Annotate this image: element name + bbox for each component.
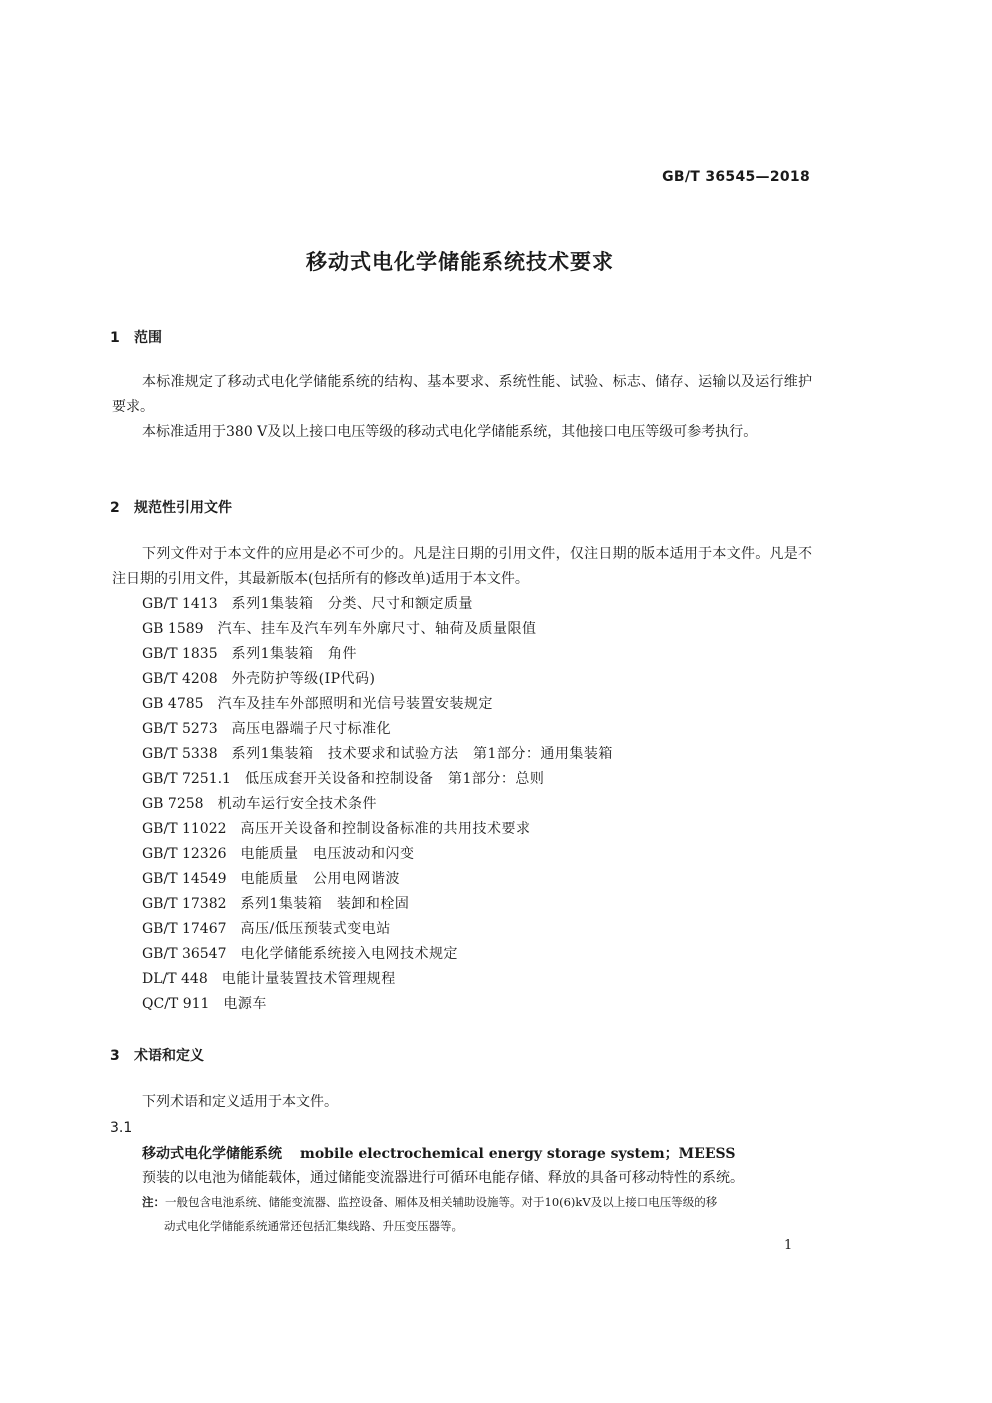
reference-name: 汽车及挂车外部照明和光信号装置安装规定 bbox=[217, 696, 494, 712]
reference-name: 系列1集装箱 技术要求和试验方法 第1部分：通用集装箱 bbox=[231, 746, 613, 762]
note-text-line-1: 一般包含电池系统、储能变流器、监控设备、厢体及相关辅助设施等。对于10(6)kV及以上接口电压等级的移 bbox=[165, 1195, 718, 1209]
reference-name: 电源车 bbox=[223, 996, 267, 1012]
list-item bbox=[142, 692, 613, 717]
scope-paragraph-1: 本标准规定了移动式电化学储能系统的结构、基本要求、系统性能、试验、标志、储存、运输以及运行维护要求。 bbox=[112, 374, 812, 415]
section-title: 范围 bbox=[134, 330, 162, 346]
reference-code: GB 7258 bbox=[142, 796, 204, 812]
reference-name: 电能质量 公用电网谐波 bbox=[240, 871, 401, 887]
reference-name: 高压/低压预装式变电站 bbox=[240, 921, 391, 937]
reference-name: 高压电器端子尺寸标准化 bbox=[231, 721, 392, 737]
reference-name: 系列1集装箱 角件 bbox=[231, 646, 358, 662]
reference-name: 电化学储能系统接入电网技术规定 bbox=[240, 946, 459, 962]
section-3-heading bbox=[110, 1045, 204, 1065]
list-item bbox=[142, 867, 613, 892]
reference-code: GB/T 1835 bbox=[142, 646, 218, 662]
note-label: 注： bbox=[142, 1195, 165, 1209]
reference-name: 系列1集装箱 分类、尺寸和额定质量 bbox=[231, 596, 474, 612]
page-number: 1 bbox=[784, 1238, 793, 1253]
list-item bbox=[142, 967, 613, 992]
term-english: mobile electrochemical energy storage system；MEESS bbox=[300, 1146, 736, 1162]
reference-code: GB/T 5338 bbox=[142, 746, 218, 762]
reference-name: 外壳防护等级(IP代码) bbox=[231, 671, 376, 687]
reference-name: 高压开关设备和控制设备标准的共用技术要求 bbox=[240, 821, 531, 837]
list-item bbox=[142, 667, 613, 692]
section-title: 规范性引用文件 bbox=[134, 500, 232, 516]
section-title: 术语和定义 bbox=[134, 1048, 204, 1064]
reference-name: 汽车、挂车及汽车列车外廓尺寸、轴荷及质量限值 bbox=[217, 621, 537, 637]
reference-code: DL/T 448 bbox=[142, 971, 208, 987]
list-item bbox=[142, 717, 613, 742]
reference-code: QC/T 911 bbox=[142, 996, 210, 1012]
reference-code: GB/T 11022 bbox=[142, 821, 227, 837]
list-item bbox=[142, 842, 613, 867]
standard-code: GB/T 36545—2018 bbox=[662, 169, 810, 185]
reference-code: GB/T 17382 bbox=[142, 896, 227, 912]
list-item bbox=[142, 792, 613, 817]
term-entry bbox=[142, 1143, 735, 1163]
scope-paragraph-2: 本标准适用于380 V及以上接口电压等级的移动式电化学储能系统，其他接口电压等级可参考执行。 bbox=[142, 424, 758, 440]
list-item bbox=[142, 642, 613, 667]
reference-code: GB/T 1413 bbox=[142, 596, 218, 612]
term-definition: 预装的以电池为储能载体，通过储能变流器进行可循环电能存储、释放的具备可移动特性的系统。 bbox=[142, 1170, 744, 1186]
section-number: 3 bbox=[110, 1048, 120, 1064]
reference-name: 低压成套开关设备和控制设备 第1部分：总则 bbox=[244, 771, 545, 787]
reference-code: GB/T 17467 bbox=[142, 921, 227, 937]
reference-code: GB/T 36547 bbox=[142, 946, 227, 962]
reference-code: GB/T 5273 bbox=[142, 721, 218, 737]
reference-name: 电能计量装置技术管理规程 bbox=[221, 971, 396, 987]
terms-intro: 下列术语和定义适用于本文件。 bbox=[142, 1094, 338, 1110]
note-text-line-2: 动式电化学储能系统通常还包括汇集线路、升压变压器等。 bbox=[164, 1219, 463, 1233]
list-item bbox=[142, 767, 613, 792]
reference-name: 系列1集装箱 装卸和栓固 bbox=[240, 896, 410, 912]
term-note bbox=[142, 1190, 814, 1238]
reference-code: GB/T 14549 bbox=[142, 871, 227, 887]
reference-code: GB 4785 bbox=[142, 696, 204, 712]
list-item bbox=[142, 892, 613, 917]
reference-code: GB/T 4208 bbox=[142, 671, 218, 687]
document-title: 移动式电化学储能系统技术要求 bbox=[306, 250, 614, 274]
reference-name: 电能质量 电压波动和闪变 bbox=[240, 846, 415, 862]
term-chinese: 移动式电化学储能系统 bbox=[142, 1146, 282, 1162]
term-number: 3.1 bbox=[110, 1120, 133, 1136]
section-number: 2 bbox=[110, 500, 120, 516]
reference-code: GB 1589 bbox=[142, 621, 204, 637]
list-item bbox=[142, 592, 613, 617]
list-item bbox=[142, 917, 613, 942]
references-intro: 下列文件对于本文件的应用是必不可少的。凡是注日期的引用文件，仅注日期的版本适用于本文件。凡是不注日期的引用文件，其最新版本(包括所有的修改单)适用于本文件。 bbox=[112, 546, 812, 587]
reference-code: GB/T 7251.1 bbox=[142, 771, 231, 787]
list-item bbox=[142, 942, 613, 967]
list-item bbox=[142, 992, 613, 1017]
section-2-heading bbox=[110, 497, 232, 517]
list-item bbox=[142, 742, 613, 767]
list-item bbox=[142, 617, 613, 642]
section-number: 1 bbox=[110, 330, 120, 346]
reference-list bbox=[142, 592, 613, 1017]
reference-name: 机动车运行安全技术条件 bbox=[217, 796, 378, 812]
section-1-heading bbox=[110, 327, 162, 347]
reference-code: GB/T 12326 bbox=[142, 846, 227, 862]
list-item bbox=[142, 817, 613, 842]
